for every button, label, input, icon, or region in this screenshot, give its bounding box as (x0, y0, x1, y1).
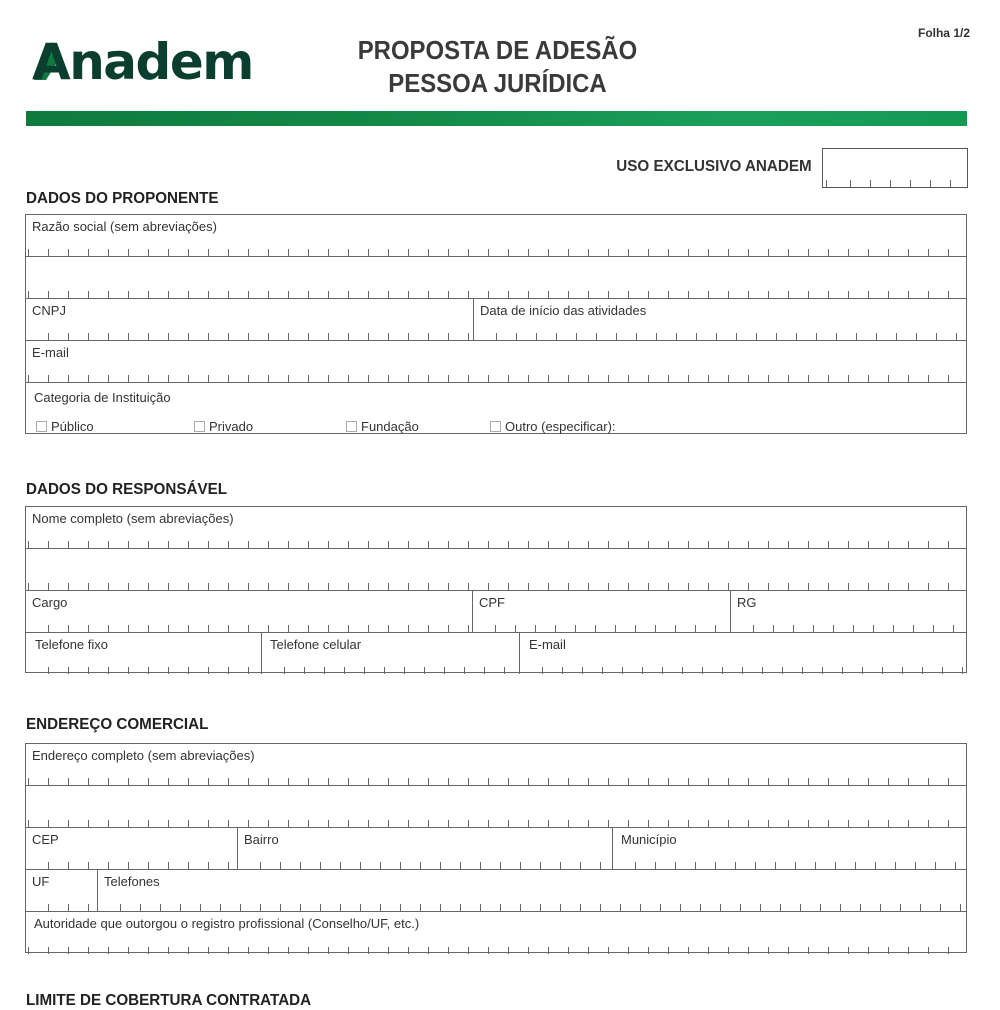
section-title-limite-cobertura: LIMITE DE COBERTURA CONTRATADA (26, 992, 312, 1009)
checkbox-icon[interactable] (36, 421, 47, 432)
tick-marks (26, 291, 966, 298)
nome-field-line-2[interactable] (26, 549, 966, 591)
option-outro[interactable] (490, 419, 616, 434)
tick-marks (26, 541, 966, 548)
option-privado-label: Privado (209, 419, 254, 434)
section-title-responsavel: DADOS DO RESPONSÁVEL (26, 481, 228, 498)
cep-field[interactable] (26, 828, 238, 869)
tick-marks (613, 862, 966, 869)
uf-label: UF (32, 874, 50, 889)
option-publico[interactable] (36, 419, 94, 434)
telefone-fixo-field[interactable] (26, 633, 262, 674)
cpf-field[interactable] (472, 591, 731, 632)
uf-row (26, 870, 966, 912)
cnpj-label: CNPJ (32, 303, 66, 318)
checkbox-icon[interactable] (490, 421, 501, 432)
razao-social-field-line-2[interactable] (26, 257, 966, 299)
razao-social-field[interactable] (26, 215, 966, 257)
cargo-row (26, 591, 966, 633)
checkbox-icon[interactable] (346, 421, 357, 432)
endereco-label: Endereço completo (sem abreviações) (32, 748, 255, 763)
categoria-label: Categoria de Instituição (34, 390, 171, 405)
outro-specify-line[interactable] (641, 433, 965, 434)
tick-marks (473, 625, 731, 632)
telefones-row (26, 633, 966, 674)
endereco-field-line-2[interactable] (26, 786, 966, 828)
option-fundacao[interactable] (346, 419, 419, 434)
tick-marks (823, 180, 967, 187)
tick-marks (520, 667, 966, 674)
option-publico-label: Público (51, 419, 94, 434)
tick-marks (26, 625, 473, 632)
email-field[interactable] (26, 341, 966, 383)
municipio-field[interactable] (612, 828, 966, 869)
email-label: E-mail (32, 345, 69, 360)
tick-marks (26, 904, 98, 911)
section-title-proponente: DADOS DO PROPONENTE (26, 190, 219, 207)
tick-marks (26, 862, 238, 869)
proponente-form (25, 214, 967, 434)
uso-exclusivo-label: USO EXCLUSIVO ANADEM (616, 158, 812, 175)
responsavel-email-field[interactable] (519, 633, 966, 674)
cpf-label: CPF (479, 595, 505, 610)
uso-exclusivo-field[interactable] (822, 148, 968, 188)
municipio-label: Município (621, 832, 677, 847)
logo-text: Anadem (32, 33, 253, 91)
data-inicio-label: Data de início das atividades (480, 303, 647, 318)
nome-field[interactable] (26, 507, 966, 549)
tick-marks (26, 249, 966, 256)
autoridade-label: Autoridade que outorgou o registro profissional (Conselho/UF, etc.) (34, 916, 420, 931)
categoria-row (26, 383, 966, 435)
cargo-label: Cargo (32, 595, 68, 610)
anadem-logo (32, 33, 253, 91)
bairro-field[interactable] (237, 828, 613, 869)
option-privado[interactable] (194, 419, 253, 434)
nome-label: Nome completo (sem abreviações) (32, 511, 234, 526)
telefone-celular-field[interactable] (261, 633, 520, 674)
cnpj-row (26, 299, 966, 341)
tick-marks (26, 375, 966, 382)
title-line-2: PESSOA JURÍDICA (388, 68, 607, 98)
rg-label: RG (737, 595, 757, 610)
telefone-celular-label: Telefone celular (270, 637, 362, 652)
cep-row (26, 828, 966, 870)
tick-marks (26, 778, 966, 785)
title-line-1: PROPOSTA DE ADESÃO (357, 35, 638, 65)
razao-social-label: Razão social (sem abreviações) (32, 219, 217, 234)
page-number: Folha 1/2 (917, 26, 970, 40)
header-divider-bar (26, 111, 967, 126)
option-fundacao-label: Fundação (361, 419, 419, 434)
tick-marks (26, 947, 966, 954)
tick-marks (26, 820, 966, 827)
bairro-label: Bairro (244, 832, 279, 847)
cep-label: CEP (32, 832, 59, 847)
responsavel-form (25, 506, 967, 673)
cnpj-field[interactable] (26, 299, 474, 340)
telefone-fixo-label: Telefone fixo (35, 637, 108, 652)
endereco-form (25, 743, 967, 953)
section-title-endereco: ENDEREÇO COMERCIAL (26, 716, 209, 733)
tick-marks (26, 333, 474, 340)
data-inicio-field[interactable] (473, 299, 966, 340)
telefones-field[interactable] (97, 870, 966, 911)
tick-marks (238, 862, 613, 869)
tick-marks (26, 667, 262, 674)
uf-field[interactable] (26, 870, 98, 911)
telefones-label: Telefones (104, 874, 160, 889)
endereco-field[interactable] (26, 744, 966, 786)
option-outro-label: Outro (especificar): (505, 419, 616, 434)
responsavel-email-label: E-mail (529, 637, 566, 652)
tick-marks (98, 904, 966, 911)
tick-marks (474, 333, 966, 340)
cargo-field[interactable] (26, 591, 473, 632)
tick-marks (731, 625, 966, 632)
checkbox-icon[interactable] (194, 421, 205, 432)
tick-marks (26, 583, 966, 590)
page-title (316, 34, 679, 100)
rg-field[interactable] (730, 591, 966, 632)
autoridade-field[interactable] (26, 912, 966, 954)
tick-marks (262, 667, 520, 674)
